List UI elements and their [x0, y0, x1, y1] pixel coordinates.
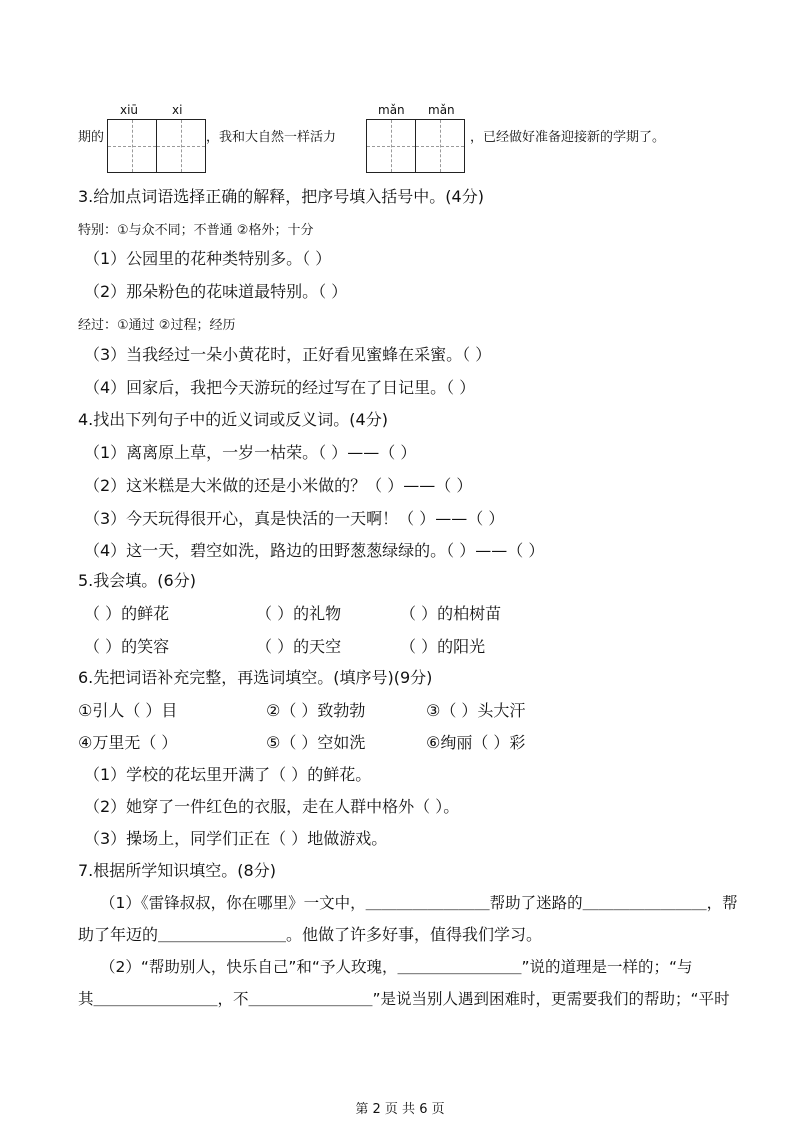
q4-item-1: （1）离离原上草，一岁一枯荣。（ ）——（ ）: [84, 443, 417, 462]
fill-row-prefix: 期的: [78, 130, 105, 145]
q5-blank-6: （ ）的阳光: [400, 637, 486, 656]
fill-row-middle: ，我和大自然一样活力: [206, 130, 337, 145]
q6-word-2: ②（ ）致勃勃: [266, 701, 366, 720]
grid-cell[interactable]: [367, 120, 415, 172]
writing-grid-1[interactable]: [107, 119, 206, 173]
q7-para-1-line-1: （1）《雷锋叔叔，你在哪里》一文中，＿＿＿＿＿＿＿＿帮助了迷路的＿＿＿＿＿＿＿＿，帮: [100, 894, 738, 912]
question-4-title: 4.找出下列句子中的近义词或反义词。(4分): [78, 410, 388, 429]
q7-para-1-line-2: 助了年迈的＿＿＿＿＿＿＿＿。他做了许多好事，值得我们学习。: [78, 925, 543, 944]
pinyin-2a: mǎn: [378, 103, 405, 117]
pinyin-1a: xiū: [120, 103, 139, 117]
q3-definition-2: 经过：①通过 ②过程；经历: [78, 318, 236, 333]
q7-para-2-line-2: 其＿＿＿＿＿＿＿＿，不＿＿＿＿＿＿＿＿”是说当别人遇到困难时，更需要我们的帮助；“平时: [78, 990, 730, 1008]
question-7-title: 7.根据所学知识填空。(8分): [78, 861, 276, 880]
pinyin-2b: mǎn: [428, 103, 455, 117]
q6-word-3: ③（ ）头大汗: [426, 701, 526, 720]
q3-item-1: （1）公园里的花种类特别多。（ ）: [84, 249, 332, 268]
fill-row-suffix: ，已经做好准备迎接新的学期了。: [470, 130, 666, 145]
q6-item-3: （3）操场上，同学们正在（ ）地做游戏。: [84, 829, 388, 848]
q6-item-1: （1）学校的花坛里开满了（ ）的鲜花。: [84, 765, 372, 784]
question-3-title: 3.给加点词语选择正确的解释，把序号填入括号中。(4分): [78, 187, 484, 206]
q4-item-2: （2）这米糕是大米做的还是小米做的？（ ）——（ ）: [84, 476, 473, 495]
q3-item-2: （2）那朵粉色的花味道最特别。（ ）: [84, 282, 348, 301]
writing-grid-2[interactable]: [366, 119, 465, 173]
grid-cell[interactable]: [108, 120, 156, 172]
q4-item-4: （4）这一天，碧空如洗，路边的田野葱葱绿绿的。（ ）——（ ）: [84, 541, 545, 560]
q5-blank-1: （ ）的鲜花: [84, 604, 170, 623]
q4-item-3: （3）今天玩得很开心，真是快活的一天啊！（ ）——（ ）: [84, 509, 505, 528]
q5-blank-5: （ ）的天空: [256, 637, 342, 656]
q5-blank-4: （ ）的笑容: [84, 637, 170, 656]
q6-word-6: ⑥绚丽（ ）彩: [426, 733, 526, 752]
q6-item-2: （2）她穿了一件红色的衣服，走在人群中格外（ ）。: [84, 797, 460, 816]
question-5-title: 5.我会填。(6分): [78, 571, 196, 590]
q3-item-3: （3）当我经过一朵小黄花时，正好看见蜜蜂在采蜜。（ ）: [84, 345, 492, 364]
q3-definition-1: 特别：①与众不同；不普通 ②格外；十分: [78, 223, 314, 238]
q6-word-4: ④万里无（ ）: [78, 733, 178, 752]
grid-cell[interactable]: [156, 120, 205, 172]
q6-word-1: ①引人（ ）目: [78, 701, 178, 720]
q5-blank-2: （ ）的礼物: [256, 604, 342, 623]
q3-item-4: （4）回家后，我把今天游玩的经过写在了日记里。（ ）: [84, 378, 476, 397]
q6-word-5: ⑤（ ）空如洗: [266, 733, 366, 752]
pinyin-1b: xi: [172, 103, 183, 117]
grid-cell[interactable]: [415, 120, 464, 172]
page-number-footer: 第 2 页 共 6 页: [355, 1102, 445, 1117]
q7-para-2-line-1: （2）“帮助别人，快乐自己”和“予人玫瑰，＿＿＿＿＿＿＿＿”说的道理是一样的；“与: [100, 958, 693, 976]
question-6-title: 6.先把词语补充完整，再选词填空。(填序号)(9分): [78, 668, 433, 687]
q5-blank-3: （ ）的柏树苗: [400, 604, 502, 623]
